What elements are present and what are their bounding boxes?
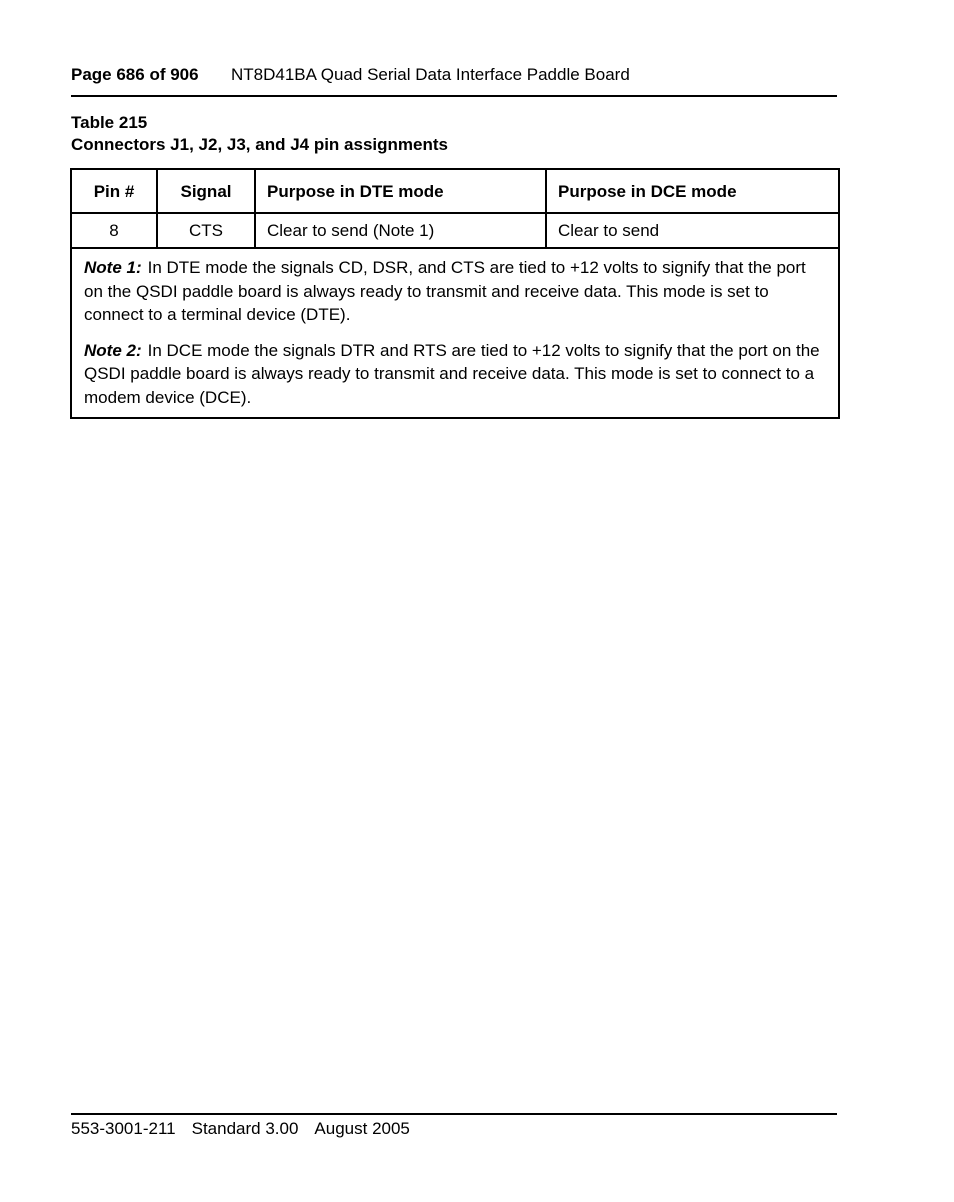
table-notes-row — [71, 248, 839, 418]
publication-date: August 2005 — [314, 1119, 410, 1138]
table-title: Connectors J1, J2, J3, and J4 pin assignments — [71, 135, 448, 154]
cell-dce-purpose: Clear to send — [546, 213, 839, 248]
column-header-pin: Pin # — [71, 169, 157, 213]
document-title: NT8D41BA Quad Serial Data Interface Paddle Board — [231, 65, 630, 84]
page-header — [71, 64, 836, 86]
column-header-dte-purpose: Purpose in DTE mode — [255, 169, 546, 213]
standard-version: Standard 3.00 — [191, 1119, 299, 1138]
note-2-text: In DCE mode the signals DTR and RTS are tied to +12 volts to signify that the port on the QSDI paddle board is always ready to transmit and receive data. This mode is set to connect to a modem device (DCE). — [84, 340, 820, 407]
notes-cell — [71, 248, 839, 418]
note-2 — [84, 339, 826, 410]
table-caption — [71, 112, 448, 156]
table-header-row — [71, 169, 839, 213]
table-row — [71, 213, 839, 248]
table-number: Table 215 — [71, 113, 148, 132]
note-1-text: In DTE mode the signals CD, DSR, and CTS are tied to +12 volts to signify that the port on the QSDI paddle board is always ready to transmit and receive data. This mode is set to connect to a terminal device (DTE). — [84, 258, 806, 324]
note-1-label: Note 1: — [84, 258, 142, 277]
cell-signal: CTS — [157, 213, 255, 248]
pin-assignments-table — [70, 168, 840, 419]
cell-dte-purpose: Clear to send (Note 1) — [255, 213, 546, 248]
cell-pin: 8 — [71, 213, 157, 248]
note-2-label: Note 2: — [84, 340, 142, 360]
header-rule — [71, 95, 837, 97]
column-header-dce-purpose: Purpose in DCE mode — [546, 169, 839, 213]
column-header-signal: Signal — [157, 169, 255, 213]
page-number: Page 686 of 906 — [71, 65, 199, 84]
footer-rule — [71, 1113, 837, 1115]
note-1 — [84, 256, 826, 327]
page-footer — [71, 1118, 426, 1140]
doc-number: 553-3001-211 — [71, 1119, 176, 1138]
